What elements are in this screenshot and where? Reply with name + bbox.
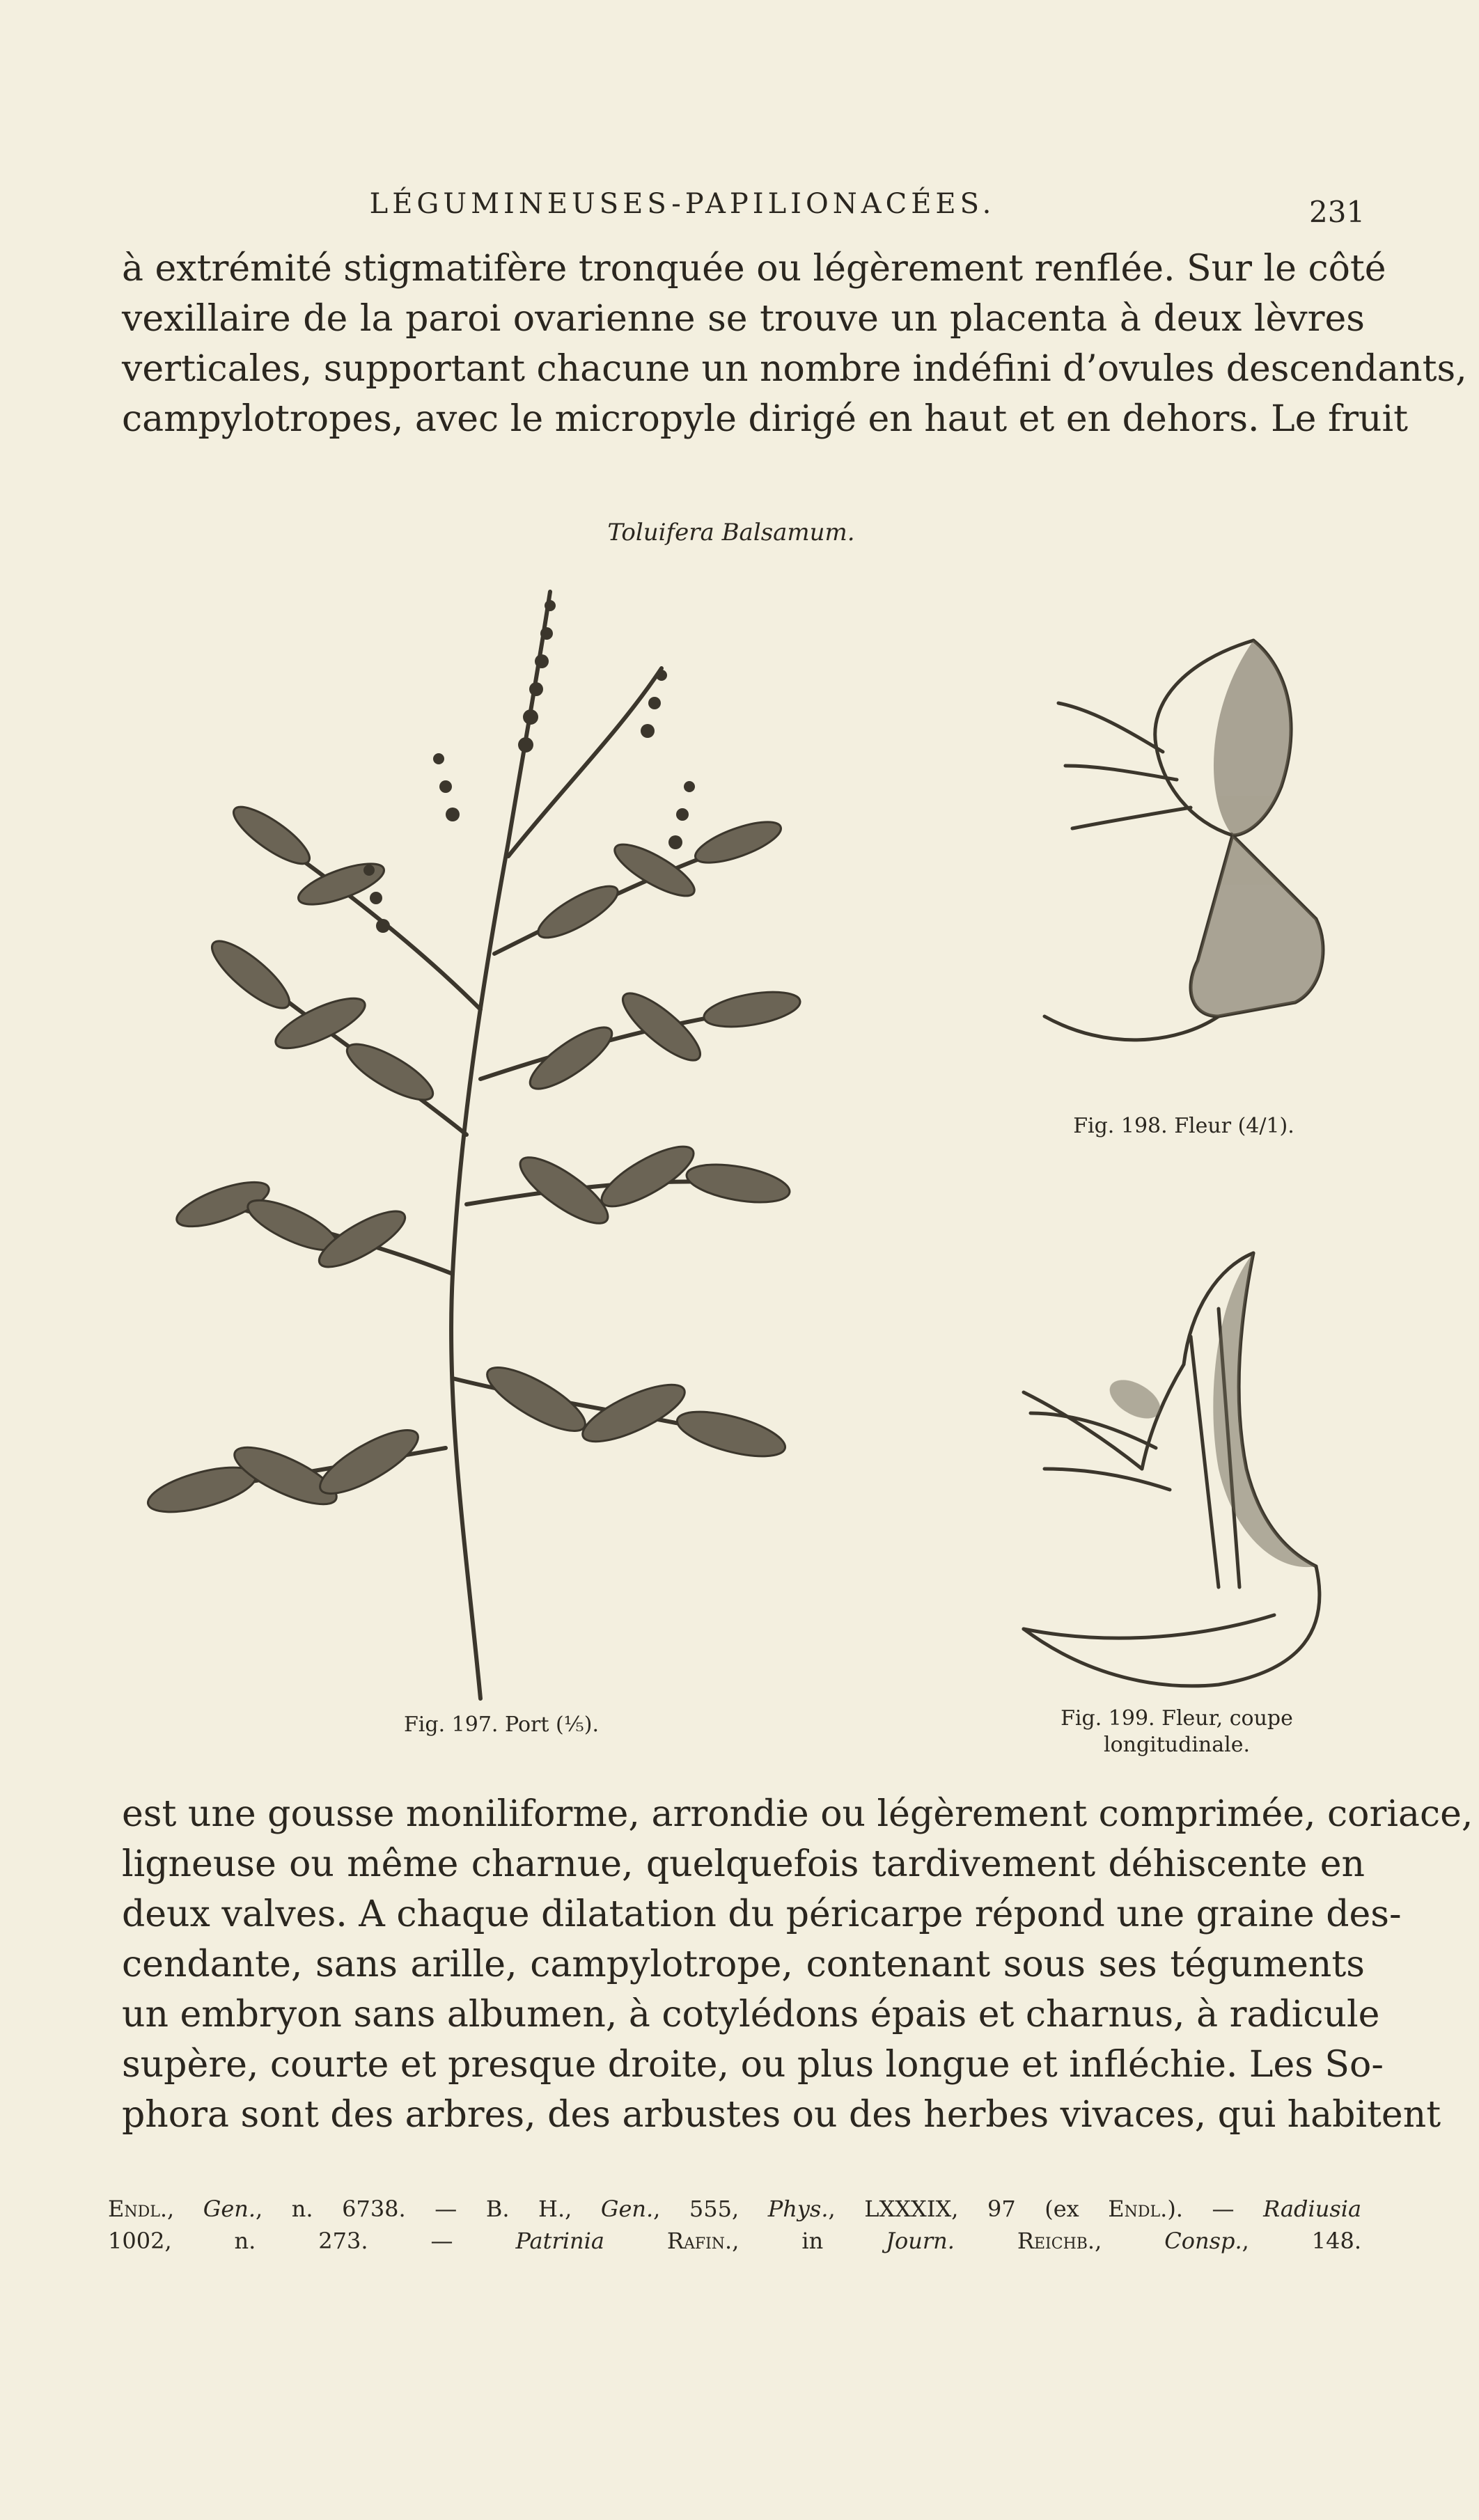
- footnote-fragment: , n. 6738. — B. H.,: [256, 2196, 601, 2222]
- footnote-fragment: ,: [1095, 2228, 1165, 2254]
- text-line: verticales, supportant chacune un nombre indéfini d’ovules descendants,: [122, 348, 1467, 390]
- footnote-fragment: Patrinia: [515, 2228, 604, 2254]
- footnote-fragment: , 555,: [653, 2196, 740, 2222]
- bottom-paragraph: [122, 1789, 1473, 2140]
- flower-section-illustration: [1010, 1239, 1358, 1692]
- footnote-fragment: Radiusia: [1263, 2196, 1362, 2222]
- text-line: un embryon sans albumen, à cotylédons épais et charnus, à radicule: [122, 1994, 1380, 2035]
- footnotes: [108, 2193, 1361, 2257]
- footnote-fragment: Gen.: [203, 2196, 256, 2222]
- footnote-fragment: , in: [732, 2228, 886, 2254]
- footnote-fragment: Endl.: [1108, 2196, 1168, 2222]
- footnote-fragment: Phys.: [767, 2196, 829, 2222]
- text-line: deux valves. A chaque dilatation du péricarpe répond une graine des-: [122, 1893, 1402, 1935]
- footnote-fragment: ,: [167, 2196, 203, 2222]
- footnote-fragment: Journ.: [886, 2228, 955, 2254]
- fig-199-caption: [1024, 1706, 1330, 1758]
- running-title: LÉGUMINEUSES-PAPILIONACÉES.: [369, 188, 996, 220]
- plate-title: Toluifera Balsamum.: [607, 519, 855, 546]
- footnote-fragment: , LXXXIX, 97 (ex: [828, 2196, 1109, 2222]
- text-line: ligneuse ou même charnue, quelquefois tardivement déhiscente en: [122, 1843, 1365, 1885]
- text-line: campylotropes, avec le micropyle dirigé en haut et en dehors. Le fruit: [122, 398, 1409, 440]
- footnote-fragment: , 148.: [1242, 2228, 1362, 2254]
- text-line: à extrémité stigmatifère tronquée ou légèrement renflée. Sur le côté: [122, 248, 1386, 290]
- footnote-fragment: Rafin.: [604, 2228, 733, 2254]
- footnote-fragment: Consp.: [1164, 2228, 1242, 2254]
- text-line: phora sont des arbres, des arbustes ou des herbes vivaces, qui habitent: [122, 2094, 1441, 2136]
- footnote-fragment: Endl.: [108, 2196, 168, 2222]
- text-line: cendante, sans arille, campylotrope, contenant sous ses téguments: [122, 1944, 1365, 1985]
- page-number: 231: [1309, 195, 1365, 229]
- footnote-fragment: ). —: [1167, 2196, 1264, 2222]
- footnote-line: [108, 2225, 1361, 2257]
- text-line: est une gousse moniliforme, arrondie ou légèrement comprimée, coriace,: [122, 1793, 1473, 1835]
- fig-197-caption: Fig. 197. Port (⅕).: [403, 1712, 599, 1737]
- footnote-line: [108, 2193, 1361, 2225]
- fig-198-caption: Fig. 198. Fleur (4/1).: [1073, 1114, 1294, 1138]
- caption-line: Fig. 199. Fleur, coupe: [1061, 1706, 1293, 1731]
- footnote-fragment: Reichb.: [1017, 2228, 1095, 2254]
- top-paragraph: [122, 244, 1467, 444]
- footnote-fragment: 1002, n. 273. —: [108, 2228, 516, 2254]
- text-line: supère, courte et presque droite, ou plus longue et infléchie. Les So-: [122, 2044, 1384, 2086]
- flower-illustration: [1024, 627, 1344, 1079]
- caption-line: longitudinale.: [1103, 1733, 1251, 1757]
- branch-illustration: [118, 578, 891, 1706]
- text-line: vexillaire de la paroi ovarienne se trouve un placenta à deux lèvres: [122, 298, 1365, 340]
- footnote-fragment: Gen.: [600, 2196, 654, 2222]
